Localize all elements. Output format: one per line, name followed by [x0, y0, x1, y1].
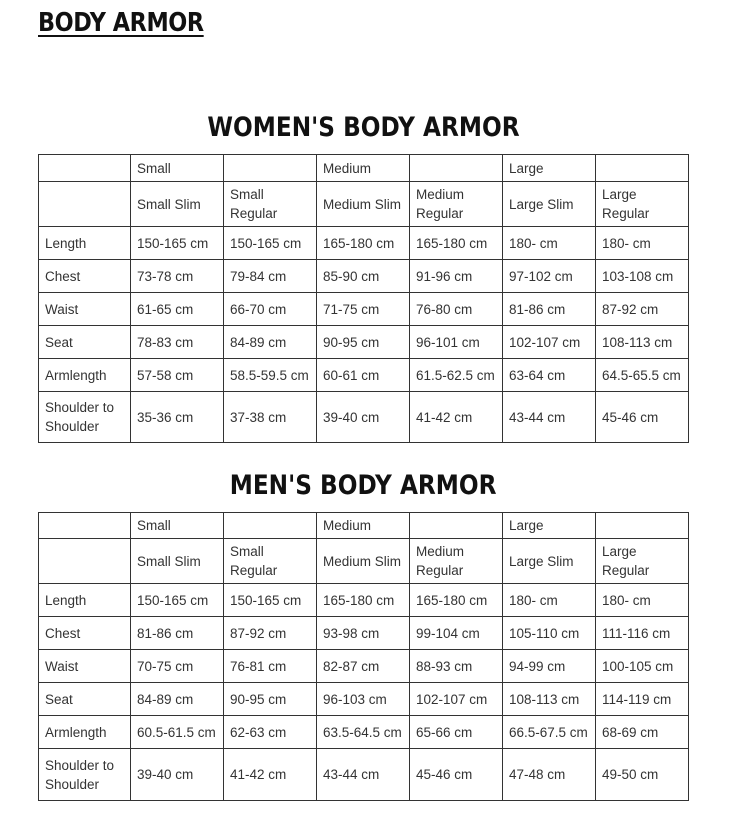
row-label: Armlength	[39, 359, 131, 392]
measurement-cell: 39-40 cm	[131, 749, 224, 801]
women-section-title	[0, 112, 726, 143]
measurement-cell: 64.5-65.5 cm	[596, 359, 689, 392]
column-header: Large Regular	[596, 182, 689, 227]
measurement-cell: 87-92 cm	[224, 617, 317, 650]
measurement-cell: 165-180 cm	[410, 584, 503, 617]
measurement-cell: 103-108 cm	[596, 260, 689, 293]
measurement-cell: 97-102 cm	[503, 260, 596, 293]
measurement-cell: 66-70 cm	[224, 293, 317, 326]
measurement-cell: 76-80 cm	[410, 293, 503, 326]
measurement-cell: 82-87 cm	[317, 650, 410, 683]
size-group-header	[596, 155, 689, 182]
table-row	[39, 260, 689, 293]
measurement-cell: 108-113 cm	[596, 326, 689, 359]
size-group-row	[39, 513, 689, 539]
measurement-cell: 180- cm	[503, 584, 596, 617]
column-header-row	[39, 182, 689, 227]
measurement-cell: 49-50 cm	[596, 749, 689, 801]
row-label: Waist	[39, 293, 131, 326]
women-size-table	[38, 154, 689, 443]
column-header: Medium Slim	[317, 539, 410, 584]
measurement-cell: 180- cm	[503, 227, 596, 260]
measurement-cell: 41-42 cm	[224, 749, 317, 801]
measurement-cell: 39-40 cm	[317, 392, 410, 443]
column-header: Medium Regular	[410, 539, 503, 584]
measurement-cell: 150-165 cm	[131, 227, 224, 260]
table-row	[39, 359, 689, 392]
measurement-cell: 96-101 cm	[410, 326, 503, 359]
measurement-cell: 60-61 cm	[317, 359, 410, 392]
column-header-row	[39, 539, 689, 584]
measurement-cell: 108-113 cm	[503, 683, 596, 716]
measurement-cell: 35-36 cm	[131, 392, 224, 443]
measurement-cell: 84-89 cm	[224, 326, 317, 359]
table-row	[39, 326, 689, 359]
table-row	[39, 293, 689, 326]
measurement-cell: 81-86 cm	[503, 293, 596, 326]
row-label: Seat	[39, 683, 131, 716]
measurement-cell: 150-165 cm	[224, 227, 317, 260]
table-row	[39, 749, 689, 801]
measurement-cell: 63.5-64.5 cm	[317, 716, 410, 749]
measurement-cell: 180- cm	[596, 584, 689, 617]
measurement-cell: 85-90 cm	[317, 260, 410, 293]
size-group-header	[39, 513, 131, 539]
measurement-cell: 73-78 cm	[131, 260, 224, 293]
measurement-cell: 84-89 cm	[131, 683, 224, 716]
measurement-cell: 45-46 cm	[410, 749, 503, 801]
measurement-cell: 45-46 cm	[596, 392, 689, 443]
measurement-cell: 87-92 cm	[596, 293, 689, 326]
column-header: Large Slim	[503, 539, 596, 584]
size-group-header	[596, 513, 689, 539]
measurement-cell: 180- cm	[596, 227, 689, 260]
size-group-header: Small	[131, 513, 224, 539]
size-group-header: Large	[503, 513, 596, 539]
measurement-cell: 60.5-61.5 cm	[131, 716, 224, 749]
measurement-cell: 62-63 cm	[224, 716, 317, 749]
measurement-cell: 68-69 cm	[596, 716, 689, 749]
column-header: Small Regular	[224, 539, 317, 584]
row-label: Waist	[39, 650, 131, 683]
measurement-cell: 61-65 cm	[131, 293, 224, 326]
size-group-header	[224, 513, 317, 539]
measurement-cell: 81-86 cm	[131, 617, 224, 650]
measurement-cell: 102-107 cm	[410, 683, 503, 716]
measurement-cell: 66.5-67.5 cm	[503, 716, 596, 749]
column-header: Small Slim	[131, 539, 224, 584]
column-header: Medium Regular	[410, 182, 503, 227]
size-group-header: Medium	[317, 513, 410, 539]
page-title: BODY ARMOR	[38, 8, 204, 38]
column-header: Medium Slim	[317, 182, 410, 227]
measurement-cell: 63-64 cm	[503, 359, 596, 392]
column-header: Small Regular	[224, 182, 317, 227]
column-header	[39, 182, 131, 227]
measurement-cell: 94-99 cm	[503, 650, 596, 683]
column-header: Small Slim	[131, 182, 224, 227]
measurement-cell: 47-48 cm	[503, 749, 596, 801]
measurement-cell: 100-105 cm	[596, 650, 689, 683]
men-title-text: MEN'S BODY ARMOR	[229, 470, 497, 501]
measurement-cell: 165-180 cm	[317, 227, 410, 260]
measurement-cell: 165-180 cm	[410, 227, 503, 260]
measurement-cell: 105-110 cm	[503, 617, 596, 650]
row-label: Shoulder to Shoulder	[39, 392, 131, 443]
measurement-cell: 114-119 cm	[596, 683, 689, 716]
measurement-cell: 102-107 cm	[503, 326, 596, 359]
row-label: Length	[39, 584, 131, 617]
measurement-cell: 71-75 cm	[317, 293, 410, 326]
measurement-cell: 93-98 cm	[317, 617, 410, 650]
table-row	[39, 650, 689, 683]
row-label: Chest	[39, 260, 131, 293]
size-group-header	[410, 155, 503, 182]
measurement-cell: 43-44 cm	[317, 749, 410, 801]
measurement-cell: 57-58 cm	[131, 359, 224, 392]
measurement-cell: 90-95 cm	[317, 326, 410, 359]
measurement-cell: 96-103 cm	[317, 683, 410, 716]
measurement-cell: 165-180 cm	[317, 584, 410, 617]
table-row	[39, 227, 689, 260]
row-label: Length	[39, 227, 131, 260]
table-row	[39, 716, 689, 749]
size-group-header	[39, 155, 131, 182]
measurement-cell: 58.5-59.5 cm	[224, 359, 317, 392]
size-group-header	[224, 155, 317, 182]
measurement-cell: 91-96 cm	[410, 260, 503, 293]
measurement-cell: 41-42 cm	[410, 392, 503, 443]
size-group-header: Large	[503, 155, 596, 182]
measurement-cell: 150-165 cm	[224, 584, 317, 617]
measurement-cell: 99-104 cm	[410, 617, 503, 650]
row-label: Chest	[39, 617, 131, 650]
measurement-cell: 43-44 cm	[503, 392, 596, 443]
women-title-text: WOMEN'S BODY ARMOR	[206, 112, 520, 143]
size-group-header: Medium	[317, 155, 410, 182]
column-header	[39, 539, 131, 584]
men-section-title	[0, 470, 726, 501]
size-group-header: Small	[131, 155, 224, 182]
measurement-cell: 111-116 cm	[596, 617, 689, 650]
table-row	[39, 584, 689, 617]
measurement-cell: 61.5-62.5 cm	[410, 359, 503, 392]
measurement-cell: 78-83 cm	[131, 326, 224, 359]
measurement-cell: 150-165 cm	[131, 584, 224, 617]
measurement-cell: 90-95 cm	[224, 683, 317, 716]
column-header: Large Slim	[503, 182, 596, 227]
measurement-cell: 79-84 cm	[224, 260, 317, 293]
row-label: Armlength	[39, 716, 131, 749]
table-row	[39, 617, 689, 650]
men-size-table	[38, 512, 689, 801]
size-group-row	[39, 155, 689, 182]
table-row	[39, 683, 689, 716]
row-label: Shoulder to Shoulder	[39, 749, 131, 801]
measurement-cell: 76-81 cm	[224, 650, 317, 683]
measurement-cell: 65-66 cm	[410, 716, 503, 749]
table-row	[39, 392, 689, 443]
measurement-cell: 37-38 cm	[224, 392, 317, 443]
column-header: Large Regular	[596, 539, 689, 584]
measurement-cell: 70-75 cm	[131, 650, 224, 683]
measurement-cell: 88-93 cm	[410, 650, 503, 683]
row-label: Seat	[39, 326, 131, 359]
size-group-header	[410, 513, 503, 539]
